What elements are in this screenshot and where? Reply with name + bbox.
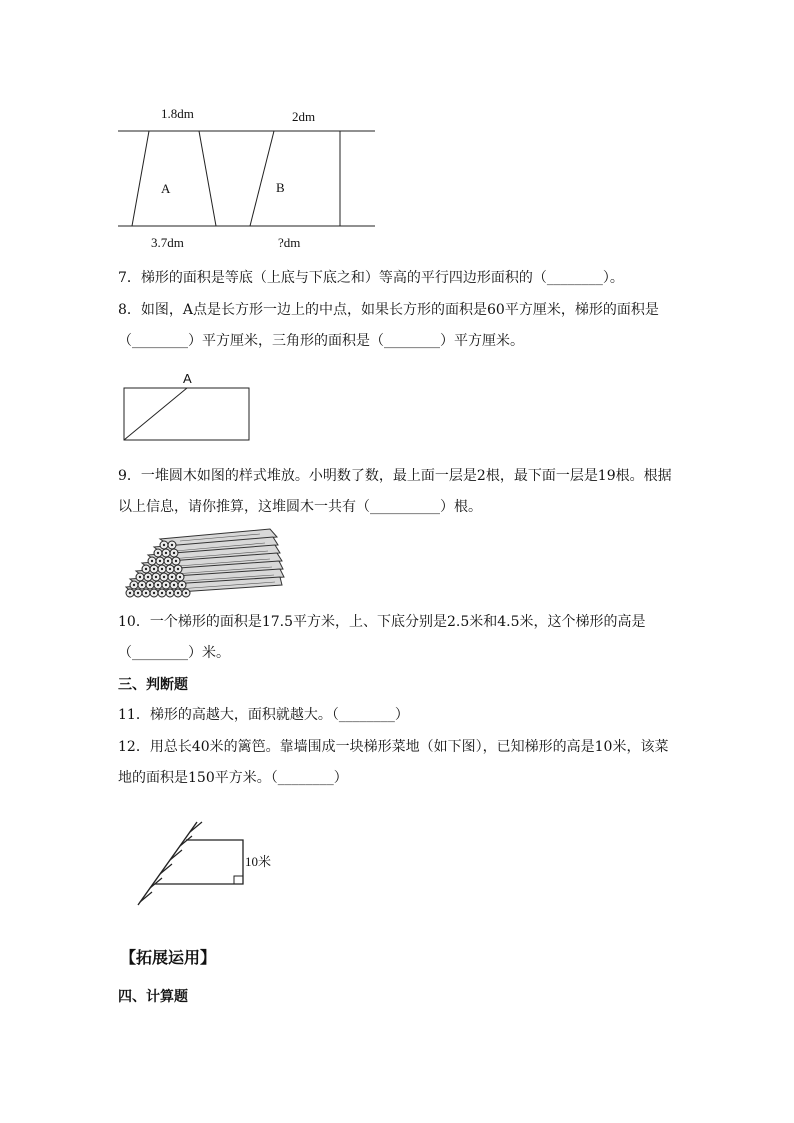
section-heading-calculation: 四、计算题 bbox=[118, 989, 188, 1005]
question-8-line-1: 8．如图，A点是长方形一边上的中点，如果长方形的面积是60平方厘米，梯形的面积是 bbox=[118, 302, 659, 318]
label-point-a: A bbox=[183, 371, 192, 386]
question-9-line-2: 以上信息，请你推算，这堆圆木一共有（__________）根。 bbox=[118, 499, 482, 515]
section-heading-judgement: 三、判断题 bbox=[118, 677, 188, 693]
question-9-line-1: 9．一堆圆木如图的样式堆放。小明数了数，最上面一层是2根，最下面一层是19根。根据 bbox=[118, 468, 672, 484]
question-10-line-1: 10．一个梯形的面积是17.5平方米，上、下底分别是2.5米和4.5米，这个梯形的高是 bbox=[118, 614, 646, 630]
label-bottom-a: 3.7dm bbox=[151, 235, 184, 250]
label-height-10m: 10米 bbox=[245, 854, 272, 869]
label-bottom-b: ?dm bbox=[278, 235, 301, 250]
question-12-line-1: 12．用总长40米的篱笆。靠墙围成一块梯形菜地（如下图），已知梯形的高是10米，该菜 bbox=[118, 739, 669, 755]
question-12-line-2: 地的面积是150平方米。（________） bbox=[118, 770, 348, 786]
label-top-a: 1.8dm bbox=[161, 106, 194, 121]
label-trapezoid-b: B bbox=[276, 180, 285, 195]
question-10-line-2: （________）米。 bbox=[118, 645, 230, 661]
question-7: 7．梯形的面积是等底（上底与下底之和）等高的平行四边形面积的（________）。 bbox=[118, 270, 624, 286]
label-top-b: 2dm bbox=[292, 109, 316, 124]
question-8-line-2: （________）平方厘米，三角形的面积是（________）平方厘米。 bbox=[118, 333, 524, 349]
question-11: 11．梯形的高越大，面积就越大。（________） bbox=[118, 707, 409, 723]
section-heading-extend: 【拓展运用】 bbox=[120, 948, 217, 967]
label-trapezoid-a: A bbox=[161, 181, 171, 196]
